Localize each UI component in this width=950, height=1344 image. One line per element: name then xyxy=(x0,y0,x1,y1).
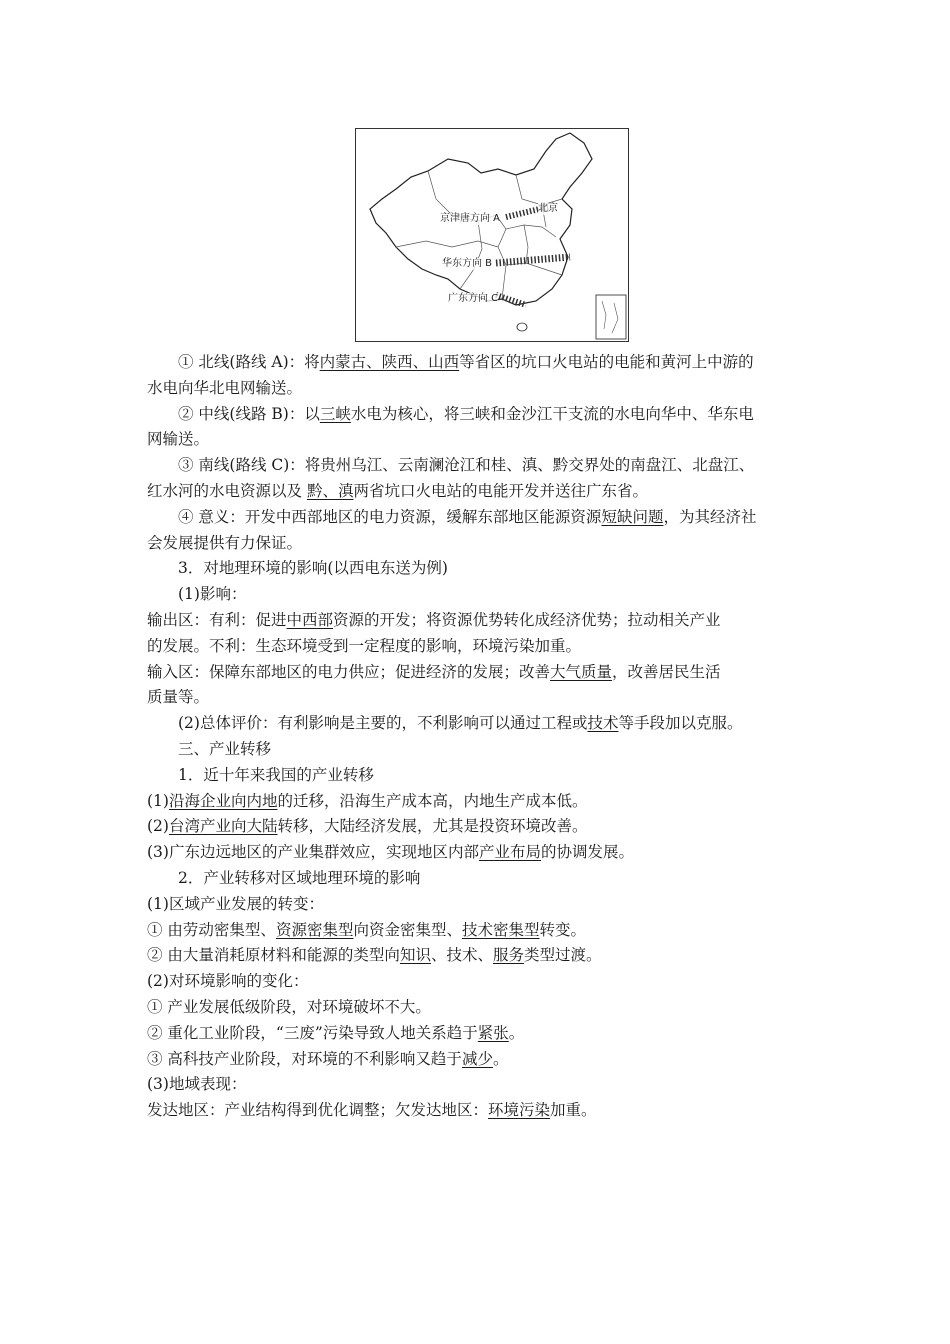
list-item-2-2c: ③ 高科技产业阶段，对环境的不利影响又趋于减少。 xyxy=(147,1049,509,1068)
section-heading-industry-transfer: 三、产业转移 xyxy=(178,739,272,758)
list-item-2-2: (2)对环境影响的变化： xyxy=(147,972,309,991)
map-label-beijing: 北京 xyxy=(538,203,558,214)
paragraph-meaning-line-1: ④ 意义：开发中西部地区的电力资源，缓解东部地区能源资源短缺问题，为其经济社 xyxy=(178,507,757,526)
paragraph-import-line-2: 质量等。 xyxy=(147,688,210,707)
paragraph-export-line-1: 输出区：有利：促进中西部资源的开发；将资源优势转化成经济优势；拉动相关产业 xyxy=(147,610,721,629)
document-body xyxy=(147,350,817,1124)
list-item-1-2: (2)台湾产业向大陆转移，大陆经济发展，尤其是投资环境改善。 xyxy=(147,817,588,836)
paragraph-middle-line-2: 网输送。 xyxy=(147,430,210,449)
paragraph-south-line-1: ③ 南线(路线 C)：将贵州乌江、云南澜沧江和桂、滇、黔交界处的南盘江、北盘江、 xyxy=(178,456,755,475)
paragraph-import-line-1: 输入区：保障东部地区的电力供应；促进经济的发展；改善大气质量，改善居民生活 xyxy=(147,662,721,681)
list-item-1-1: (1)沿海企业向内地的迁移，沿海生产成本高，内地生产成本低。 xyxy=(147,791,588,810)
list-item-1-3: (3)广东边远地区的产业集群效应，实现地区内部产业布局的协调发展。 xyxy=(147,843,634,862)
subheading-transfer-impact: 2．产业转移对区域地理环境的影响 xyxy=(178,868,421,887)
section-heading-3: 3．对地理环境的影响(以西电东送为例) xyxy=(178,559,448,578)
list-item-2-1b: ② 由大量消耗原材料和能源的类型向知识、技术、服务类型过渡。 xyxy=(147,946,602,965)
paragraph-meaning-line-2: 会发展提供有力保证。 xyxy=(147,533,303,552)
map-label-route-a: 京津唐方向 A xyxy=(440,213,501,224)
subheading-recent-transfer: 1．近十年来我国的产业转移 xyxy=(178,765,374,784)
map-label-route-b: 华东方向 B xyxy=(442,258,493,269)
paragraph-middle-line-1: ② 中线(线路 B)：以三峡水电为核心，将三峡和金沙江干支流的水电向华中、华东电 xyxy=(178,404,754,423)
paragraph-evaluation: (2)总体评价：有利影响是主要的，不利影响可以通过工程或技术等手段加以克服。 xyxy=(178,714,743,733)
list-item-2-3: (3)地域表现： xyxy=(147,1075,247,1094)
list-item-2-2b: ② 重化工业阶段，“三废”污染导致人地关系趋于紧张。 xyxy=(147,1023,525,1042)
paragraph-regional: 发达地区：产业结构得到优化调整；欠发达地区：环境污染加重。 xyxy=(147,1101,597,1120)
subheading-impact: (1)影响： xyxy=(178,585,247,604)
list-item-2-1a: ① 由劳动密集型、资源密集型向资金密集型、技术密集型转变。 xyxy=(147,920,586,939)
paragraph-south-line-2: 红水河的水电资源以及 黔、滇两省坑口火电站的电能开发并送往广东省。 xyxy=(147,481,648,500)
list-item-2-2a: ① 产业发展低级阶段，对环境破坏不大。 xyxy=(147,997,431,1016)
china-power-transmission-map xyxy=(355,128,629,342)
paragraph-export-line-2: 的发展。不利：生态环境受到一定程度的影响，环境污染加重。 xyxy=(147,636,582,655)
paragraph-north-line-2: 水电向华北电网输送。 xyxy=(147,378,303,397)
china-map-outline-icon xyxy=(356,129,628,341)
paragraph-north-line-1: ① 北线(路线 A)：将内蒙古、陕西、山西等省区的坑口火电站的电能和黄河上中游的 xyxy=(178,353,754,371)
map-label-route-c: 广东方向 C xyxy=(448,293,499,304)
list-item-2-1: (1)区域产业发展的转变： xyxy=(147,894,324,913)
